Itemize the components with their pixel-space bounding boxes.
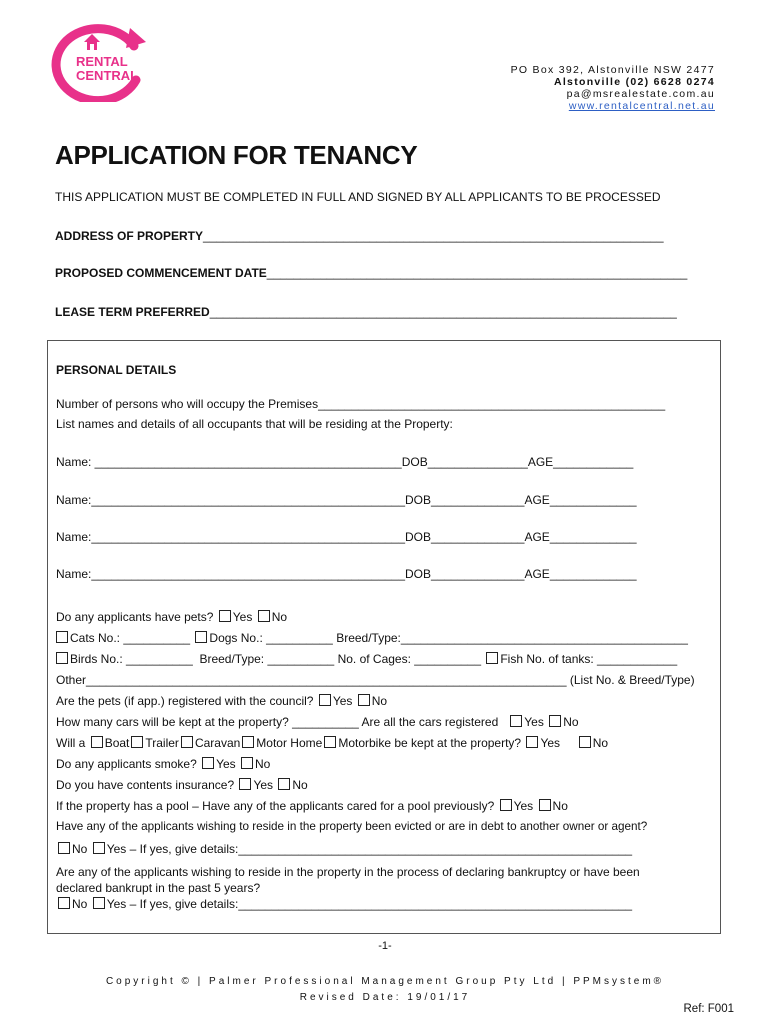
- occupant-dob-label: DOB: [405, 530, 432, 544]
- commencement-label: PROPOSED COMMENCEMENT DATE: [55, 266, 267, 280]
- cats-dogs-row: Cats No.: __________ Dogs No.: __________ Breed/Type:___________________________________________: [54, 631, 688, 645]
- dogs-label: Dogs No.:: [209, 631, 263, 645]
- yes-label: Yes: [253, 778, 274, 792]
- pets-yes-label: Yes: [232, 610, 253, 624]
- evicted-question: Have any of the applicants wishing to reside in the property been evicted or are in debt to another owner or agent?: [56, 820, 648, 833]
- no-label: No: [563, 715, 579, 729]
- yes-details-label: Yes – If yes, give details:: [106, 842, 239, 856]
- will-a-label: Will a: [56, 736, 86, 750]
- persons-count-label: Number of persons who will occupy the Premises: [56, 397, 319, 411]
- yes-label: Yes: [540, 736, 561, 750]
- occupant-dob-label: DOB: [405, 493, 432, 507]
- cars-registered-no-checkbox[interactable]: [549, 715, 561, 727]
- occupant-age-label: AGE: [524, 493, 550, 507]
- pets-no-label: No: [271, 610, 288, 624]
- pets-registered-label: Are the pets (if app.) registered with the council?: [56, 694, 314, 708]
- bankrupt-question-line1: Are any of the applicants wishing to reside in the property in the process of declaring bankruptcy or have been: [56, 865, 640, 879]
- breed-type-label: Breed/Type:: [336, 631, 401, 645]
- smoke-no-checkbox[interactable]: [241, 757, 253, 769]
- caravan-checkbox[interactable]: [181, 736, 193, 748]
- contact-email[interactable]: pa@msrealestate.com.au: [566, 88, 715, 100]
- pool-label: If the property has a pool – Have any of the applicants cared for a pool previously?: [56, 799, 495, 813]
- lease-term-label: LEASE TERM PREFERRED: [55, 305, 210, 319]
- trailer-label: Trailer: [145, 736, 179, 750]
- logo-ring-icon: [46, 22, 150, 102]
- fish-label: Fish No. of tanks:: [500, 652, 594, 666]
- cars-registered-label: Are all the cars registered: [361, 715, 499, 729]
- persons-count-field[interactable]: Number of persons who will occupy the Premises____________________________________________________: [56, 397, 666, 411]
- bankrupt-no-checkbox[interactable]: [58, 897, 70, 909]
- bankrupt-question-line2: declared bankrupt in the past 5 years?: [56, 881, 261, 895]
- dogs-checkbox[interactable]: [195, 631, 207, 643]
- no-label: No: [72, 842, 88, 856]
- occupant-age-label: AGE: [524, 567, 550, 581]
- motorhome-checkbox[interactable]: [242, 736, 254, 748]
- other-hint: (List No. & Breed/Type): [569, 673, 695, 687]
- vehicles-question: [56, 736, 608, 750]
- pets-no-checkbox[interactable]: [258, 610, 270, 622]
- occupant-name-label: Name:: [56, 567, 92, 581]
- bankrupt-details-field[interactable]: ___________________________________________________________: [238, 897, 633, 911]
- lease-term-field[interactable]: LEASE TERM PREFERRED______________________________________________________________________: [55, 305, 677, 319]
- birds-checkbox[interactable]: [56, 652, 68, 664]
- pets-yes-checkbox[interactable]: [219, 610, 231, 622]
- no-label: No: [592, 736, 609, 750]
- no-label: No: [255, 757, 271, 771]
- birds-label: Birds No.:: [70, 652, 123, 666]
- yes-label: Yes: [216, 757, 236, 771]
- reference-code: Ref: F001: [683, 1003, 734, 1015]
- yes-label: Yes: [513, 799, 534, 813]
- insurance-label: Do you have contents insurance?: [56, 778, 235, 792]
- cats-label: Cats No.:: [70, 631, 121, 645]
- pets-registered-no-checkbox[interactable]: [358, 694, 370, 706]
- pool-no-checkbox[interactable]: [539, 799, 551, 811]
- motorbike-checkbox[interactable]: [324, 736, 336, 748]
- contact-block: [511, 64, 715, 112]
- occupant-name-label: Name:: [56, 493, 92, 507]
- bankrupt-yes-checkbox[interactable]: [93, 897, 105, 909]
- cars-registered-yes-checkbox[interactable]: [510, 715, 522, 727]
- other-pets-field[interactable]: Other________________________________________________________________________ (List No. & Breed/Type): [56, 673, 695, 687]
- evicted-details-field[interactable]: ___________________________________________________________: [238, 842, 633, 856]
- occupant-row[interactable]: Name:_______________________________________________DOB______________AGE_____________: [56, 493, 637, 507]
- boat-label: Boat: [104, 736, 130, 750]
- no-label: No: [371, 694, 388, 708]
- birds-breed-label: Breed/Type:: [199, 652, 265, 666]
- pool-yes-checkbox[interactable]: [500, 799, 512, 811]
- evicted-yes-checkbox[interactable]: [93, 842, 105, 854]
- birds-fish-row: Birds No.: __________ Breed/Type: __________ No. of Cages: __________ Fish No. of tanks: ____________: [54, 652, 677, 666]
- smoke-label: Do any applicants smoke?: [56, 757, 197, 771]
- cars-count-label: How many cars will be kept at the property?: [56, 715, 289, 729]
- vehicles-yes-checkbox[interactable]: [526, 736, 538, 748]
- yes-label: Yes: [524, 715, 544, 729]
- evicted-no-checkbox[interactable]: [58, 842, 70, 854]
- pets-registered-yes-checkbox[interactable]: [319, 694, 331, 706]
- address-label: ADDRESS OF PROPERTY: [55, 229, 204, 243]
- trailer-checkbox[interactable]: [131, 736, 143, 748]
- no-label: No: [292, 778, 308, 792]
- caravan-label: Caravan: [194, 736, 241, 750]
- address-field[interactable]: ADDRESS OF PROPERTY_____________________________________________________________________: [55, 229, 664, 243]
- page-subtitle: THIS APPLICATION MUST BE COMPLETED IN FULL AND SIGNED BY ALL APPLICANTS TO BE PROCESSED: [55, 190, 661, 204]
- personal-details-heading: PERSONAL DETAILS: [56, 363, 177, 377]
- motorhome-label: Motor Home: [256, 736, 323, 750]
- occupant-dob-label: DOB: [405, 567, 432, 581]
- page-title: APPLICATION FOR TENANCY: [55, 140, 418, 170]
- yes-label: Yes: [332, 694, 353, 708]
- yes-details-label: Yes – If yes, give details:: [106, 897, 239, 911]
- pets-question-label: Do any applicants have pets?: [56, 610, 214, 624]
- insurance-yes-checkbox[interactable]: [239, 778, 251, 790]
- occupant-dob-label: DOB: [401, 455, 428, 469]
- pool-question: [56, 799, 568, 813]
- commencement-field[interactable]: PROPOSED COMMENCEMENT DATE_______________________________________________________________: [55, 266, 688, 280]
- no-label: No: [552, 799, 568, 813]
- footer: [0, 974, 770, 1006]
- boat-checkbox[interactable]: [91, 736, 103, 748]
- smoke-question: [56, 757, 270, 771]
- occupant-age-label: AGE: [527, 455, 554, 469]
- pets-registered-question: [56, 694, 387, 708]
- bankrupt-answer-row: [56, 897, 632, 911]
- fish-checkbox[interactable]: [486, 652, 498, 664]
- copyright-text: Copyright © | Palmer Professional Management Group Pty Ltd | PPMsystem®: [105, 976, 665, 987]
- occupant-row[interactable]: Name:_______________________________________________DOB______________AGE_____________: [56, 530, 637, 544]
- occupants-list-label: List names and details of all occupants that will be residing at the Property:: [56, 417, 453, 431]
- occupant-name-label: Name:: [56, 455, 92, 469]
- logo-line-2: CENTRAL: [76, 68, 139, 83]
- contact-phone: Alstonville (02) 6628 0274: [553, 76, 715, 88]
- cages-label: No. of Cages:: [337, 652, 411, 666]
- cats-checkbox[interactable]: [56, 631, 68, 643]
- motorbike-label: Motorbike be kept at the property?: [338, 736, 522, 750]
- contact-address: PO Box 392, Alstonville NSW 2477: [510, 64, 715, 76]
- revised-date: Revised Date: 19/01/17: [299, 992, 471, 1003]
- cars-question: How many cars will be kept at the property? __________ Are all the cars registered Yes No: [56, 715, 579, 729]
- no-label: No: [72, 897, 88, 911]
- insurance-no-checkbox[interactable]: [278, 778, 290, 790]
- occupant-age-label: AGE: [524, 530, 550, 544]
- page-number: -1-: [378, 940, 392, 952]
- pets-question: [56, 610, 287, 624]
- insurance-question: [56, 778, 308, 792]
- rental-central-logo: [46, 22, 150, 102]
- occupant-row[interactable]: Name: ______________________________________________DOB_______________AGE____________: [56, 455, 634, 469]
- other-label: Other: [56, 673, 87, 687]
- smoke-yes-checkbox[interactable]: [202, 757, 214, 769]
- logo-line-1: RENTAL: [76, 54, 128, 69]
- occupant-row[interactable]: Name:_______________________________________________DOB______________AGE_____________: [56, 567, 637, 581]
- vehicles-no-checkbox[interactable]: [579, 736, 591, 748]
- occupant-name-label: Name:: [56, 530, 92, 544]
- contact-website[interactable]: www.rentalcentral.net.au: [568, 100, 715, 112]
- evicted-answer-row: [56, 842, 632, 856]
